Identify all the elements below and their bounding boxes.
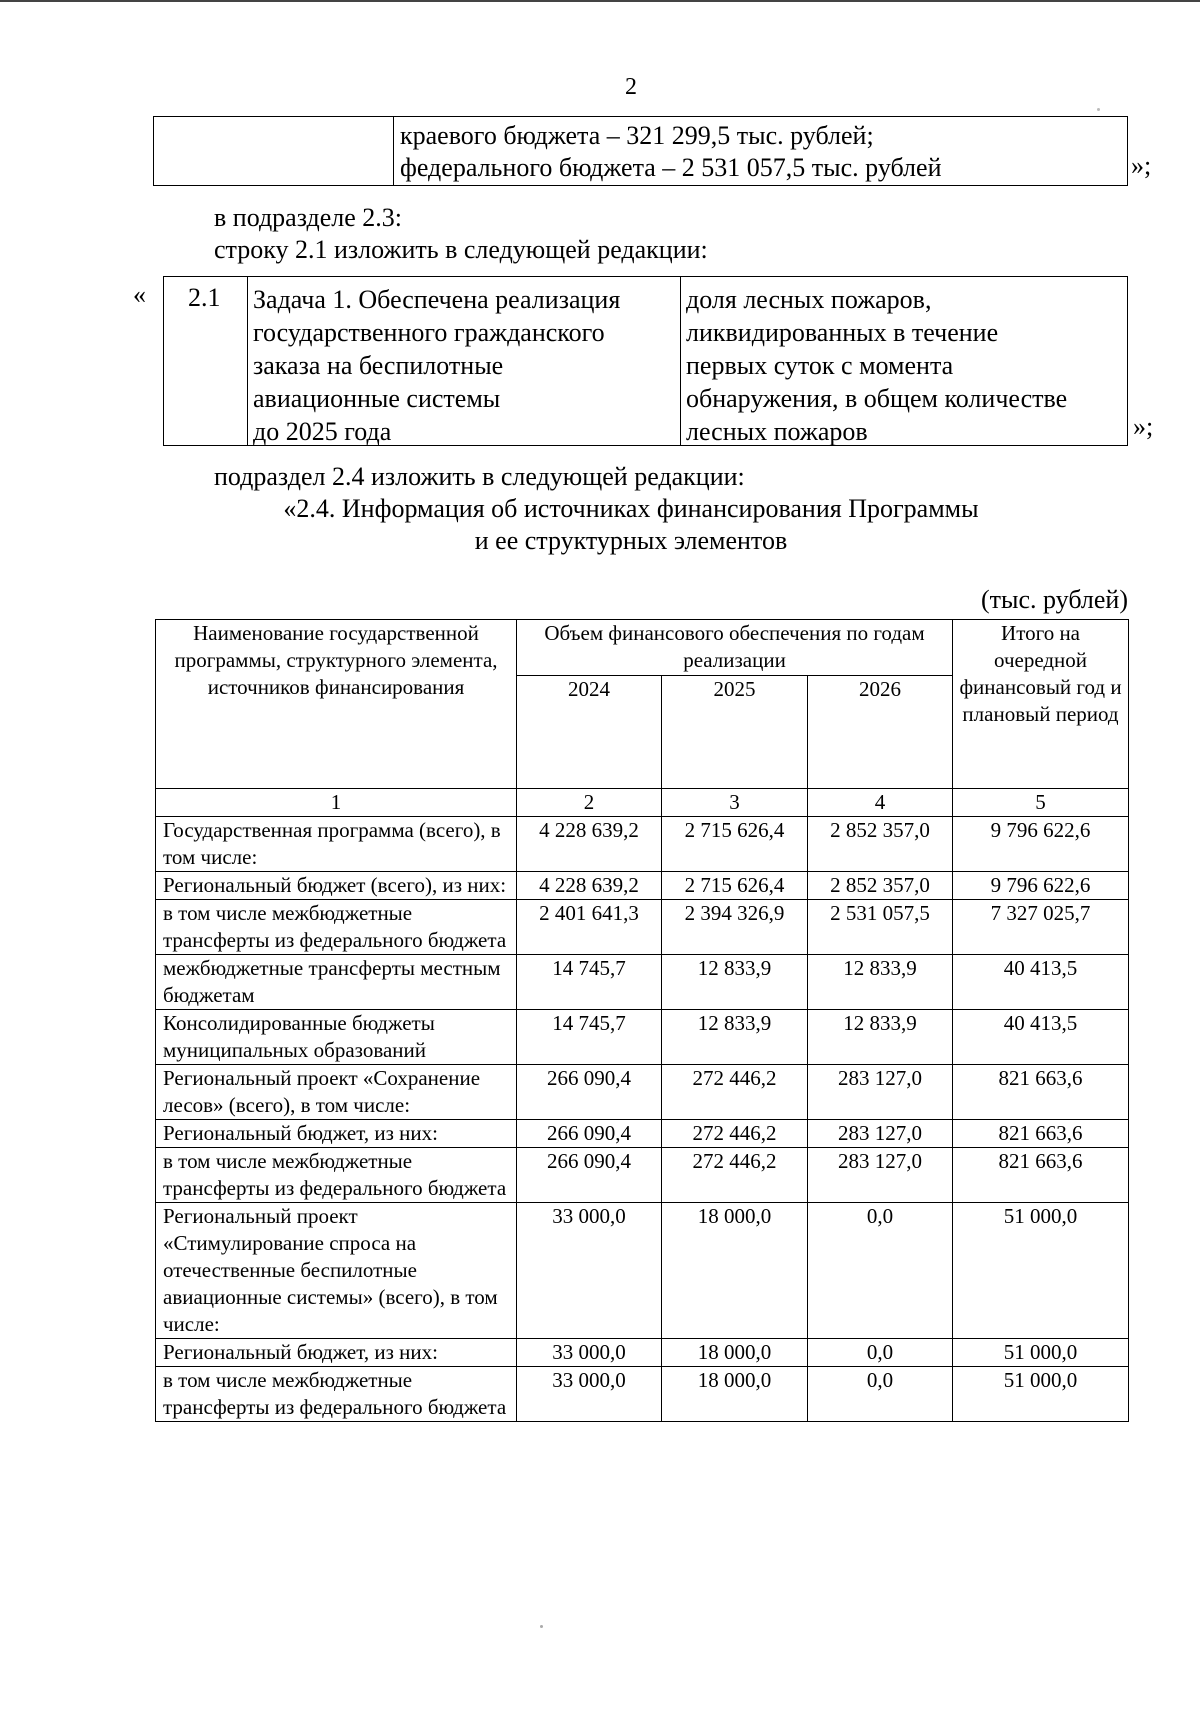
scan-speck [540, 1625, 543, 1628]
section-heading-line2: и ее структурных элементов [474, 526, 788, 555]
task-text-cell [248, 277, 681, 445]
column-index: 4 [808, 789, 953, 817]
value-2025-cell: 18 000,0 [662, 1203, 808, 1339]
page-number: 2 [625, 74, 637, 100]
row-name: Региональный бюджет, из них: [156, 1120, 517, 1148]
value-2026-cell: 283 127,0 [808, 1120, 953, 1148]
total-cell: 821 663,6 [953, 1148, 1129, 1203]
value-2026-cell: 2 852 357,0 [808, 817, 953, 872]
value-2024-cell: 33 000,0 [517, 1339, 662, 1367]
financing-table [155, 619, 1129, 1422]
value-2024-cell: 266 090,4 [517, 1120, 662, 1148]
paragraph-subsection-24: подраздел 2.4 изложить в следующей редакции: [214, 462, 745, 491]
task-number: 2.1 [188, 283, 221, 312]
total-cell: 9 796 622,6 [953, 817, 1129, 872]
value-2024-cell: 266 090,4 [517, 1065, 662, 1120]
header-total: Итого на очередной финансовый год и плановый период [953, 620, 1129, 789]
value-2024-cell: 33 000,0 [517, 1203, 662, 1339]
row-name: в том числе межбюджетные трансферты из федерального бюджета [156, 1148, 517, 1203]
table-row [156, 1339, 1129, 1367]
value-2026-cell: 283 127,0 [808, 1148, 953, 1203]
table-row [156, 1065, 1129, 1120]
value-2026-cell: 2 852 357,0 [808, 872, 953, 900]
column-index: 2 [517, 789, 662, 817]
total-cell: 51 000,0 [953, 1367, 1129, 1422]
row-name: Региональный проект «Стимулирование спроса на отечественные беспилотные авиационные системы» (всего), в том числе: [156, 1203, 517, 1339]
paragraph-row-21: строку 2.1 изложить в следующей редакции: [214, 235, 708, 264]
value-2025-cell: 272 446,2 [662, 1065, 808, 1120]
value-2026-cell: 283 127,0 [808, 1065, 953, 1120]
header-year-2025: 2025 [662, 676, 808, 789]
value-2025-cell: 2 394 326,9 [662, 900, 808, 955]
total-cell: 9 796 622,6 [953, 872, 1129, 900]
total-cell: 51 000,0 [953, 1339, 1129, 1367]
scan-speck [1097, 108, 1100, 111]
value-2026-cell: 0,0 [808, 1203, 953, 1339]
task-table [163, 276, 1128, 446]
value-2026-cell: 0,0 [808, 1367, 953, 1422]
value-2024-cell: 2 401 641,3 [517, 900, 662, 955]
task-text: Задача 1. Обеспечена реализация государственного гражданского заказа на беспилотные авиационные системы до 2025 года [253, 285, 621, 446]
row-name: в том числе межбюджетные трансферты из федерального бюджета [156, 1367, 517, 1422]
unit-label: (тыс. рублей) [980, 585, 1128, 614]
value-2025-cell: 18 000,0 [662, 1367, 808, 1422]
table-row [156, 817, 1129, 872]
row-name: межбюджетные трансферты местным бюджетам [156, 955, 517, 1010]
task-number-cell [164, 277, 248, 445]
row-name: Государственная программа (всего), в том числе: [156, 817, 517, 872]
value-2024-cell: 4 228 639,2 [517, 817, 662, 872]
indicator-cell [681, 277, 1127, 445]
column-index: 3 [662, 789, 808, 817]
budget-table [153, 116, 1128, 186]
value-2025-cell: 272 446,2 [662, 1120, 808, 1148]
closing-quote-1: »; [1131, 151, 1152, 180]
row-name: Региональный бюджет (всего), из них: [156, 872, 517, 900]
column-index: 5 [953, 789, 1129, 817]
table-row [156, 1367, 1129, 1422]
section-heading-line1: «2.4. Информация об источниках финансирования Программы [283, 494, 979, 523]
budget-line-federal: федерального бюджета – 2 531 057,5 тыс. рублей [400, 153, 942, 182]
value-2025-cell: 12 833,9 [662, 955, 808, 1010]
total-cell: 821 663,6 [953, 1065, 1129, 1120]
row-name: в том числе межбюджетные трансферты из федерального бюджета [156, 900, 517, 955]
row-name: Региональный бюджет, из них: [156, 1339, 517, 1367]
total-cell: 40 413,5 [953, 1010, 1129, 1065]
value-2026-cell: 12 833,9 [808, 955, 953, 1010]
value-2024-cell: 4 228 639,2 [517, 872, 662, 900]
value-2025-cell: 2 715 626,4 [662, 817, 808, 872]
value-2024-cell: 14 745,7 [517, 1010, 662, 1065]
header-name: Наименование государственной программы, структурного элемента, источников финансирования [156, 620, 517, 789]
value-2026-cell: 2 531 057,5 [808, 900, 953, 955]
row-name: Региональный проект «Сохранение лесов» (всего), в том числе: [156, 1065, 517, 1120]
row-name: Консолидированные бюджеты муниципальных образований [156, 1010, 517, 1065]
budget-line-regional: краевого бюджета – 321 299,5 тыс. рублей; [400, 121, 874, 150]
table-row [156, 872, 1129, 900]
table-row [156, 955, 1129, 1010]
value-2026-cell: 0,0 [808, 1339, 953, 1367]
table-row [156, 1148, 1129, 1203]
value-2025-cell: 2 715 626,4 [662, 872, 808, 900]
value-2024-cell: 14 745,7 [517, 955, 662, 1010]
value-2025-cell: 18 000,0 [662, 1339, 808, 1367]
table-row [156, 1120, 1129, 1148]
table-row [156, 900, 1129, 955]
total-cell: 7 327 025,7 [953, 900, 1129, 955]
value-2025-cell: 12 833,9 [662, 1010, 808, 1065]
column-index-row [156, 789, 1129, 817]
indicator-text: доля лесных пожаров, ликвидированных в течение первых суток с момента обнаружения, в общем количестве лесных пожаров [686, 285, 1068, 446]
header-year-2024: 2024 [517, 676, 662, 789]
opening-quote-2: « [133, 280, 146, 309]
value-2026-cell: 12 833,9 [808, 1010, 953, 1065]
total-cell: 51 000,0 [953, 1203, 1129, 1339]
paragraph-subsection-23: в подразделе 2.3: [214, 203, 403, 232]
budget-table-divider [393, 117, 394, 185]
total-cell: 40 413,5 [953, 955, 1129, 1010]
table-row [156, 1010, 1129, 1065]
closing-quote-2: »; [1133, 412, 1154, 441]
value-2024-cell: 266 090,4 [517, 1148, 662, 1203]
header-year-2026: 2026 [808, 676, 953, 789]
header-volume: Объем финансового обеспечения по годам реализации [517, 620, 953, 676]
top-edge-line [0, 0, 1200, 2]
column-index: 1 [156, 789, 517, 817]
value-2025-cell: 272 446,2 [662, 1148, 808, 1203]
table-row [156, 1203, 1129, 1339]
value-2024-cell: 33 000,0 [517, 1367, 662, 1422]
total-cell: 821 663,6 [953, 1120, 1129, 1148]
